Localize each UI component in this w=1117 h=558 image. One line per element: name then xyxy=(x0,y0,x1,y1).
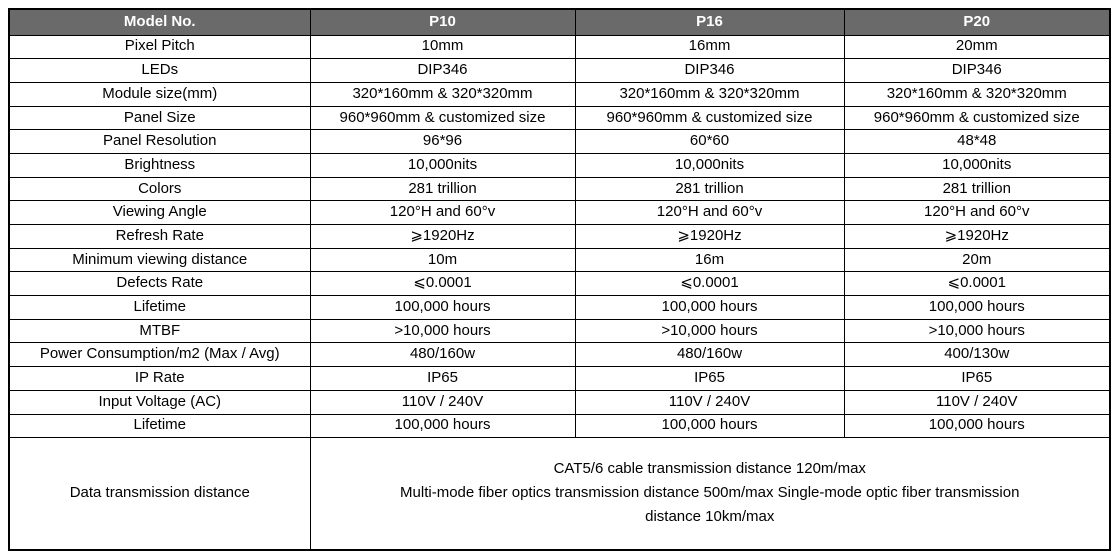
cell-value: 60*60 xyxy=(575,130,844,154)
cell-value: 10,000nits xyxy=(844,153,1110,177)
cell-value: 10m xyxy=(310,248,575,272)
merged-row-label: Data transmission distance xyxy=(9,438,310,550)
cell-value: 110V / 240V xyxy=(575,390,844,414)
cell-value: IP65 xyxy=(844,367,1110,391)
merged-line: distance 10km/max xyxy=(645,508,775,526)
row-label: Brightness xyxy=(9,153,310,177)
row-label: Refresh Rate xyxy=(9,225,310,249)
spec-table-body xyxy=(9,35,1110,438)
table-row xyxy=(9,177,1110,201)
cell-value: 281 trillion xyxy=(575,177,844,201)
header-model-no: Model No. xyxy=(9,9,310,35)
header-col-p20: P20 xyxy=(844,9,1110,35)
cell-value: 10mm xyxy=(310,35,575,59)
cell-value: 120°H and 60°v xyxy=(310,201,575,225)
cell-value: 100,000 hours xyxy=(310,296,575,320)
cell-value: 100,000 hours xyxy=(310,414,575,438)
cell-value: 281 trillion xyxy=(844,177,1110,201)
cell-value: 20mm xyxy=(844,35,1110,59)
merged-line: Multi-mode fiber optics transmission distance 500m/max Single-mode optic fiber transmission xyxy=(400,484,1020,502)
header-col-p10: P10 xyxy=(310,9,575,35)
cell-value: IP65 xyxy=(575,367,844,391)
cell-value: 100,000 hours xyxy=(575,414,844,438)
cell-value: ⩾1920Hz xyxy=(844,225,1110,249)
cell-value: >10,000 hours xyxy=(575,319,844,343)
cell-value: 320*160mm & 320*320mm xyxy=(310,82,575,106)
cell-value: 48*48 xyxy=(844,130,1110,154)
cell-value: 120°H and 60°v xyxy=(575,201,844,225)
table-row xyxy=(9,106,1110,130)
cell-value: 16mm xyxy=(575,35,844,59)
cell-value: >10,000 hours xyxy=(844,319,1110,343)
table-row xyxy=(9,59,1110,83)
cell-value: DIP346 xyxy=(844,59,1110,83)
merged-row xyxy=(9,438,1110,550)
cell-value: ⩾1920Hz xyxy=(575,225,844,249)
row-label: Panel Resolution xyxy=(9,130,310,154)
row-label: Panel Size xyxy=(9,106,310,130)
spec-table-header xyxy=(9,9,1110,35)
table-row xyxy=(9,130,1110,154)
row-label: Colors xyxy=(9,177,310,201)
cell-value: ⩽0.0001 xyxy=(844,272,1110,296)
cell-value: 480/160w xyxy=(575,343,844,367)
cell-value: 120°H and 60°v xyxy=(844,201,1110,225)
cell-value: 110V / 240V xyxy=(310,390,575,414)
cell-value: 320*160mm & 320*320mm xyxy=(575,82,844,106)
row-label: Input Voltage (AC) xyxy=(9,390,310,414)
cell-value: 110V / 240V xyxy=(844,390,1110,414)
spec-table-footer xyxy=(9,438,1110,550)
table-row xyxy=(9,367,1110,391)
table-row xyxy=(9,82,1110,106)
row-label: Module size(mm) xyxy=(9,82,310,106)
cell-value: 960*960mm & customized size xyxy=(575,106,844,130)
row-label: MTBF xyxy=(9,319,310,343)
row-label: Viewing Angle xyxy=(9,201,310,225)
row-label: Power Consumption/m2 (Max / Avg) xyxy=(9,343,310,367)
table-row xyxy=(9,296,1110,320)
table-row xyxy=(9,201,1110,225)
table-row xyxy=(9,272,1110,296)
cell-value: DIP346 xyxy=(310,59,575,83)
table-row xyxy=(9,390,1110,414)
cell-value: 16m xyxy=(575,248,844,272)
cell-value: DIP346 xyxy=(575,59,844,83)
table-row xyxy=(9,319,1110,343)
merged-line: CAT5/6 cable transmission distance 120m/max xyxy=(553,460,866,478)
table-row xyxy=(9,414,1110,438)
cell-value: 96*96 xyxy=(310,130,575,154)
cell-value: 10,000nits xyxy=(310,153,575,177)
row-label: Defects Rate xyxy=(9,272,310,296)
row-label: LEDs xyxy=(9,59,310,83)
row-label: Lifetime xyxy=(9,296,310,320)
cell-value: ⩽0.0001 xyxy=(310,272,575,296)
merged-cell-lines xyxy=(310,438,1110,550)
row-label: Pixel Pitch xyxy=(9,35,310,59)
cell-value: 20m xyxy=(844,248,1110,272)
spec-table xyxy=(8,8,1111,551)
row-label: Lifetime xyxy=(9,414,310,438)
cell-value: 320*160mm & 320*320mm xyxy=(844,82,1110,106)
cell-value: 480/160w xyxy=(310,343,575,367)
row-label: IP Rate xyxy=(9,367,310,391)
cell-value: 10,000nits xyxy=(575,153,844,177)
table-row xyxy=(9,35,1110,59)
cell-value: 400/130w xyxy=(844,343,1110,367)
cell-value: 100,000 hours xyxy=(575,296,844,320)
cell-value: IP65 xyxy=(310,367,575,391)
cell-value: 281 trillion xyxy=(310,177,575,201)
table-row xyxy=(9,248,1110,272)
cell-value: >10,000 hours xyxy=(310,319,575,343)
row-label: Minimum viewing distance xyxy=(9,248,310,272)
header-col-p16: P16 xyxy=(575,9,844,35)
table-row xyxy=(9,343,1110,367)
cell-value: 960*960mm & customized size xyxy=(844,106,1110,130)
table-row xyxy=(9,153,1110,177)
cell-value: ⩽0.0001 xyxy=(575,272,844,296)
header-row xyxy=(9,9,1110,35)
table-row xyxy=(9,225,1110,249)
cell-value: ⩾1920Hz xyxy=(310,225,575,249)
cell-value: 100,000 hours xyxy=(844,296,1110,320)
cell-value: 960*960mm & customized size xyxy=(310,106,575,130)
cell-value: 100,000 hours xyxy=(844,414,1110,438)
